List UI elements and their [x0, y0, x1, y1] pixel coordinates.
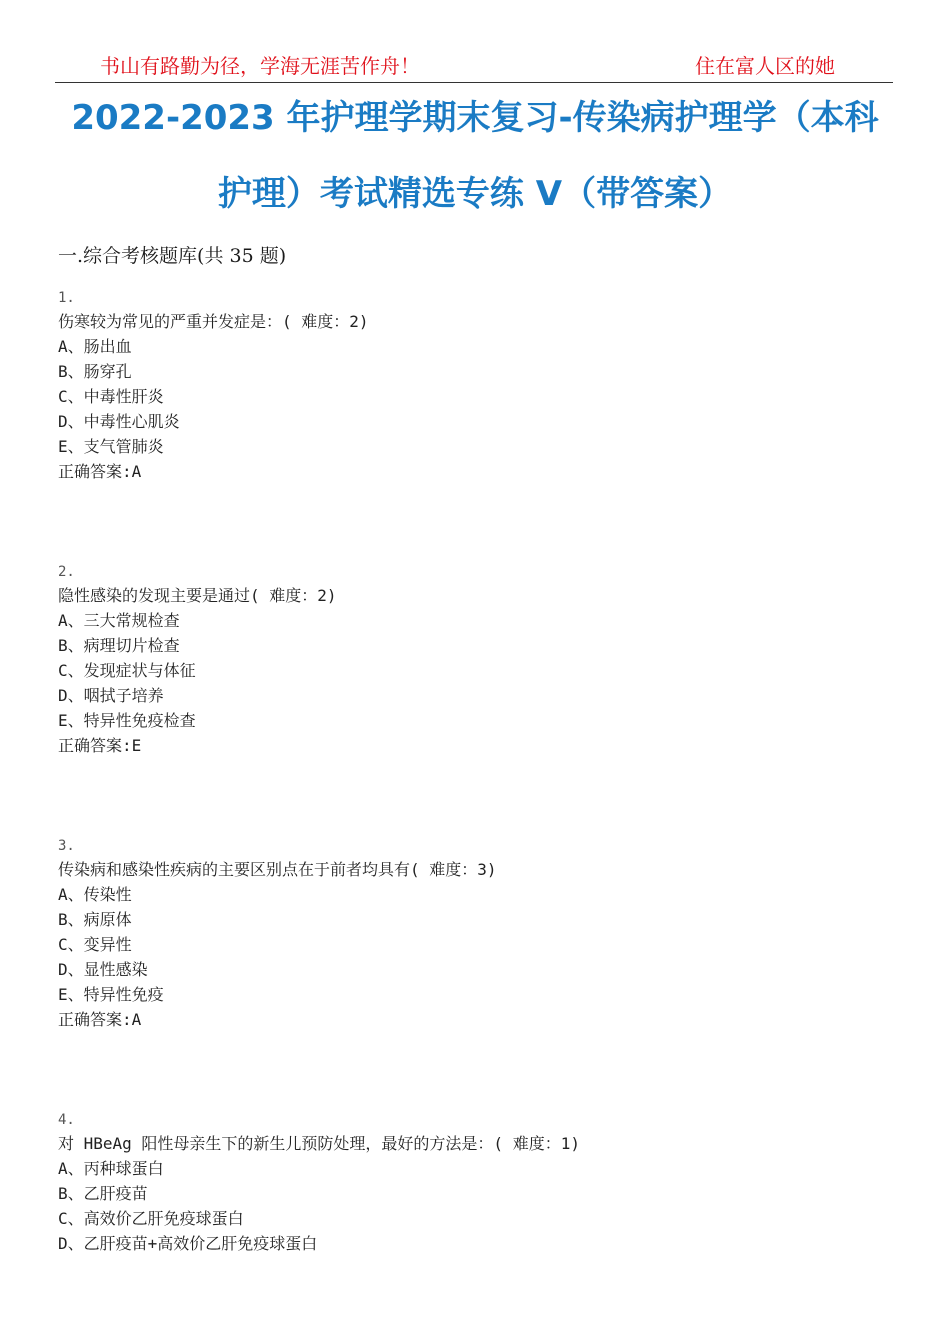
- document-title-line-2: 护理）考试精选专练 V（带答案）: [217, 174, 733, 214]
- option-d: D、显性感染: [58, 960, 148, 979]
- section-heading: 一.综合考核题库(共 35 题): [58, 245, 287, 267]
- option-c: C、发现症状与体征: [58, 661, 196, 680]
- option-b: B、肠穿孔: [58, 362, 132, 381]
- option-d: D、乙肝疫苗+高效价乙肝免疫球蛋白: [58, 1234, 318, 1253]
- question-stem: 传染病和感染性疾病的主要区别点在于前者均具有( 难度：3): [58, 860, 497, 879]
- question-number: 3.: [58, 838, 75, 854]
- question-stem: 对 HBeAg 阳性母亲生下的新生儿预防处理，最好的方法是：( 难度：1): [58, 1134, 580, 1153]
- option-a: A、肠出血: [58, 337, 132, 356]
- option-a: A、三大常规检查: [58, 611, 180, 630]
- correct-answer: 正确答案:A: [58, 462, 142, 481]
- option-c: C、高效价乙肝免疫球蛋白: [58, 1209, 244, 1228]
- option-a: A、丙种球蛋白: [58, 1159, 164, 1178]
- document-title: [40, 80, 910, 232]
- question-1: [58, 287, 369, 484]
- page-header: [0, 0, 950, 86]
- question-2: [58, 561, 337, 758]
- header-author: 住在富人区的她: [695, 54, 835, 78]
- option-b: B、病理切片检查: [58, 636, 180, 655]
- question-number: 2.: [58, 564, 75, 580]
- option-d: D、咽拭子培养: [58, 686, 164, 705]
- option-d: D、中毒性心肌炎: [58, 412, 180, 431]
- option-c: C、变异性: [58, 935, 132, 954]
- option-b: B、病原体: [58, 910, 132, 929]
- header-motto: 书山有路勤为径，学海无涯苦作舟！: [100, 54, 420, 78]
- correct-answer: 正确答案:E: [58, 736, 142, 755]
- question-stem: 伤寒较为常见的严重并发症是：( 难度：2): [58, 312, 369, 331]
- option-c: C、中毒性肝炎: [58, 387, 164, 406]
- option-e: E、支气管肺炎: [58, 437, 164, 456]
- question-number: 1.: [58, 290, 75, 306]
- correct-answer: 正确答案:A: [58, 1010, 142, 1029]
- option-a: A、传染性: [58, 885, 132, 904]
- option-e: E、特异性免疫: [58, 985, 164, 1004]
- question-4: [58, 1109, 580, 1256]
- question-stem: 隐性感染的发现主要是通过( 难度：2): [58, 586, 337, 605]
- document-title-line-1: 2022-2023 年护理学期末复习-传染病护理学（本科: [71, 98, 879, 138]
- option-b: B、乙肝疫苗: [58, 1184, 148, 1203]
- option-e: E、特异性免疫检查: [58, 711, 196, 730]
- question-number: 4.: [58, 1112, 75, 1128]
- question-3: [58, 835, 497, 1032]
